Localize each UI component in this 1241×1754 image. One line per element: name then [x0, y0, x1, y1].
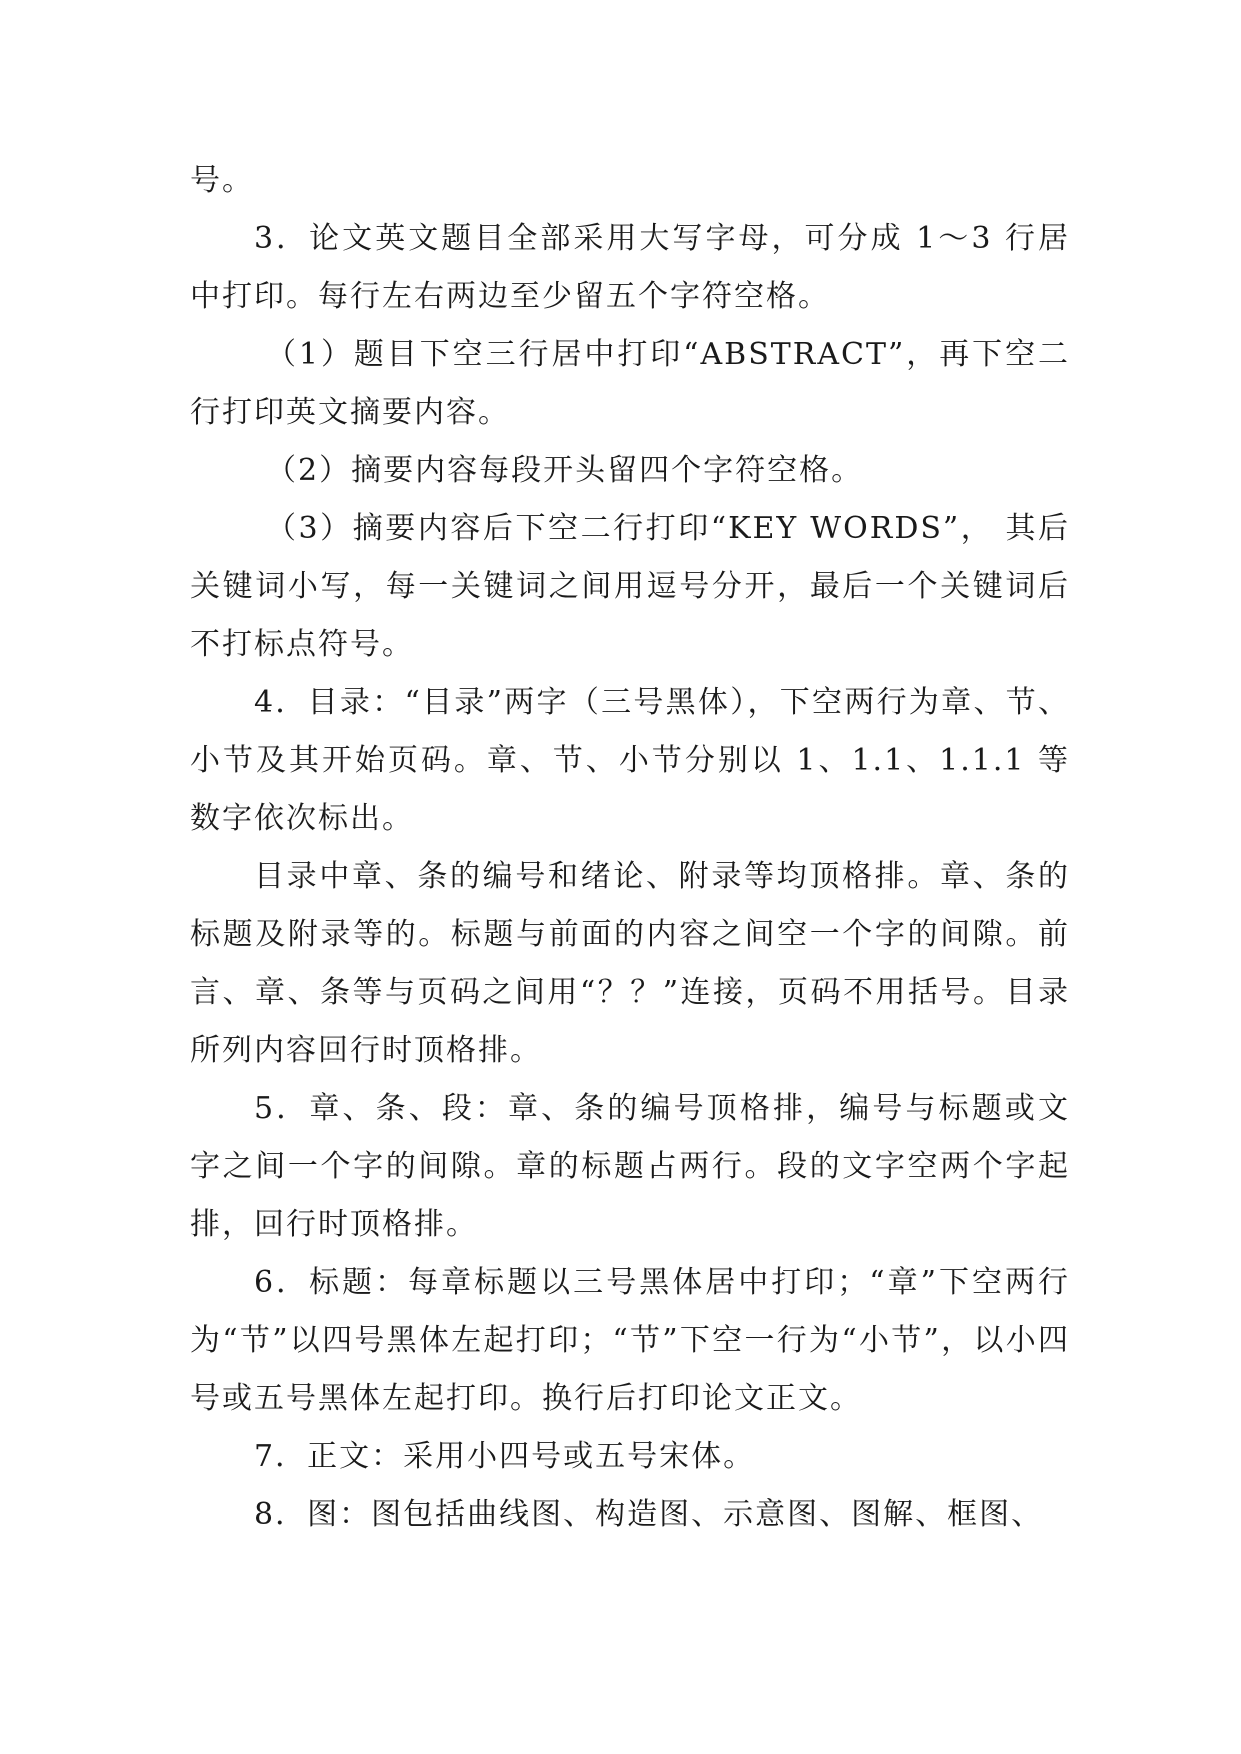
paragraph-item-8: 8．图：图包括曲线图、构造图、示意图、图解、框图、: [254, 1497, 1044, 1532]
document-body: [190, 152, 1070, 1544]
paragraph-item-7: 7．正文：采用小四号或五号宋体。: [254, 1439, 756, 1474]
paragraph-item-4: 4．目录：“目录”两字（三号黑体），下空两行为章、节、小节及其开始页码。章、节、小节分别以 1、1.1、1.1.1 等数字依次标出。: [190, 685, 1070, 836]
paragraph-item-3: 3．论文英文题目全部采用大写字母，可分成 1～3 行居中打印。每行左右两边至少留五个字符空格。: [190, 221, 1070, 314]
paragraph-continuation: 号。: [190, 163, 254, 198]
paragraph-item-5: 5．章、条、段：章、条的编号顶格排，编号与标题或文字之间一个字的间隙。章的标题占两行。段的文字空两个字起排，回行时顶格排。: [190, 1091, 1070, 1242]
paragraph-subitem-2: （2）摘要内容每段开头留四个字符空格。: [266, 453, 864, 488]
paragraph-subitem-3: （3）摘要内容后下空二行打印“KEY WORDS”， 其后关键词小写，每一关键词之间用逗号分开，最后一个关键词后不打标点符号。: [190, 511, 1070, 662]
paragraph-item-6: 6．标题：每章标题以三号黑体居中打印；“章”下空两行为“节”以四号黑体左起打印；“节”下空一行为“小节”，以小四号或五号黑体左起打印。换行后打印论文正文。: [190, 1265, 1070, 1416]
paragraph-toc-rules: 目录中章、条的编号和绪论、附录等均顶格排。章、条的标题及附录等的。标题与前面的内容之间空一个字的间隙。前言、章、条等与页码之间用“？？”连接，页码不用括号。目录所列内容回行时顶格排。: [190, 859, 1070, 1068]
paragraph-subitem-1: （1）题目下空三行居中打印“ABSTRACT”，再下空二行打印英文摘要内容。: [190, 337, 1070, 430]
